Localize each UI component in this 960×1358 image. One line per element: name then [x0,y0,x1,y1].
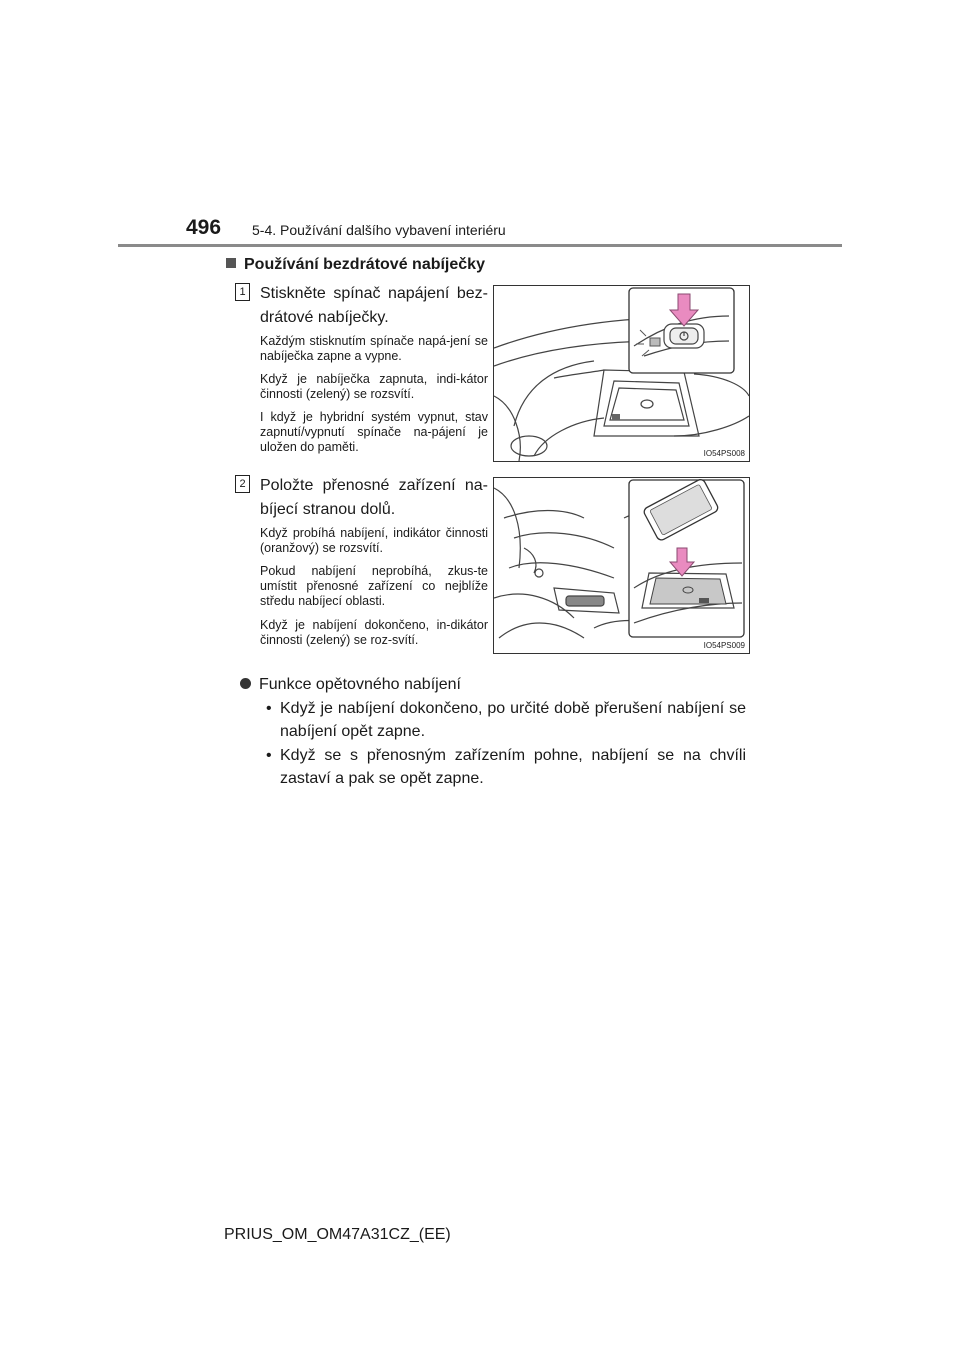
section-title: 5-4. Používání dalšího vybavení interiéru [252,222,506,238]
bullet-marker: • [266,700,272,717]
feature-item-1 [266,697,746,743]
step-2-note-1: Když probíhá nabíjení, indikátor činnosti (oranžový) se rozsvítí. [260,526,488,555]
step-2-instruction: Položte přenosné zařízení na-bíjecí stranou dolů. [260,477,488,518]
phone-placement-illustration [494,478,749,653]
round-bullet-icon [240,678,251,689]
figure-1-code: IO54PS008 [703,449,745,458]
charger-switch-illustration [494,286,749,461]
figure-2-code: IO54PS009 [703,641,745,650]
charging-pad [650,578,726,604]
step-number-2: 2 [235,475,250,493]
feature-title-text: Funkce opětovného nabíjení [259,676,461,693]
step-1-note-1: Každým stisknutím spínače napá-jení se nabíječka zapne a vypne. [260,334,488,363]
heading-text: Používání bezdrátové nabíječky [244,256,485,273]
square-bullet-icon [226,258,236,268]
step-2-note-3: Když je nabíjení dokončeno, in-dikátor činnosti (zelený) se roz-svítí. [260,618,488,647]
subsection-heading [226,256,485,274]
step-1-note-3: I když je hybridní systém vypnut, stav zapnutí/vypnutí spínače na-pájení je uložen do paměti. [260,410,488,454]
feature-item-2 [266,744,746,790]
step-1-instruction: Stiskněte spínač napájení bez-drátové nabíječky. [260,285,488,326]
switch-small [612,414,620,420]
header-divider [118,244,842,247]
figure-phone-placement [493,477,750,654]
page-number: 496 [186,216,222,239]
step-number-1: 1 [235,283,250,301]
feature-item-1-text: Když je nabíjení dokončeno, po určité době přerušení nabíjení se nabíjení opět zapne. [280,700,746,740]
bullet-marker: • [266,747,272,764]
figure-charger-switch [493,285,750,462]
step-1-note-2: Když je nabíječka zapnuta, indi-kátor činnosti (zelený) se rozsvítí. [260,372,488,401]
feature-item-2-text: Když se s přenosným zařízením pohne, nabíjení se na chvíli zastaví a pak se opět zapne. [280,747,746,787]
step-2-note-2: Pokud nabíjení neprobíhá, zkus-te umístit přenosné zařízení co nejblíže středu nabíjecí oblasti. [260,564,488,608]
feature-title [240,676,461,694]
document-code: PRIUS_OM_OM47A31CZ_(EE) [224,1226,451,1243]
